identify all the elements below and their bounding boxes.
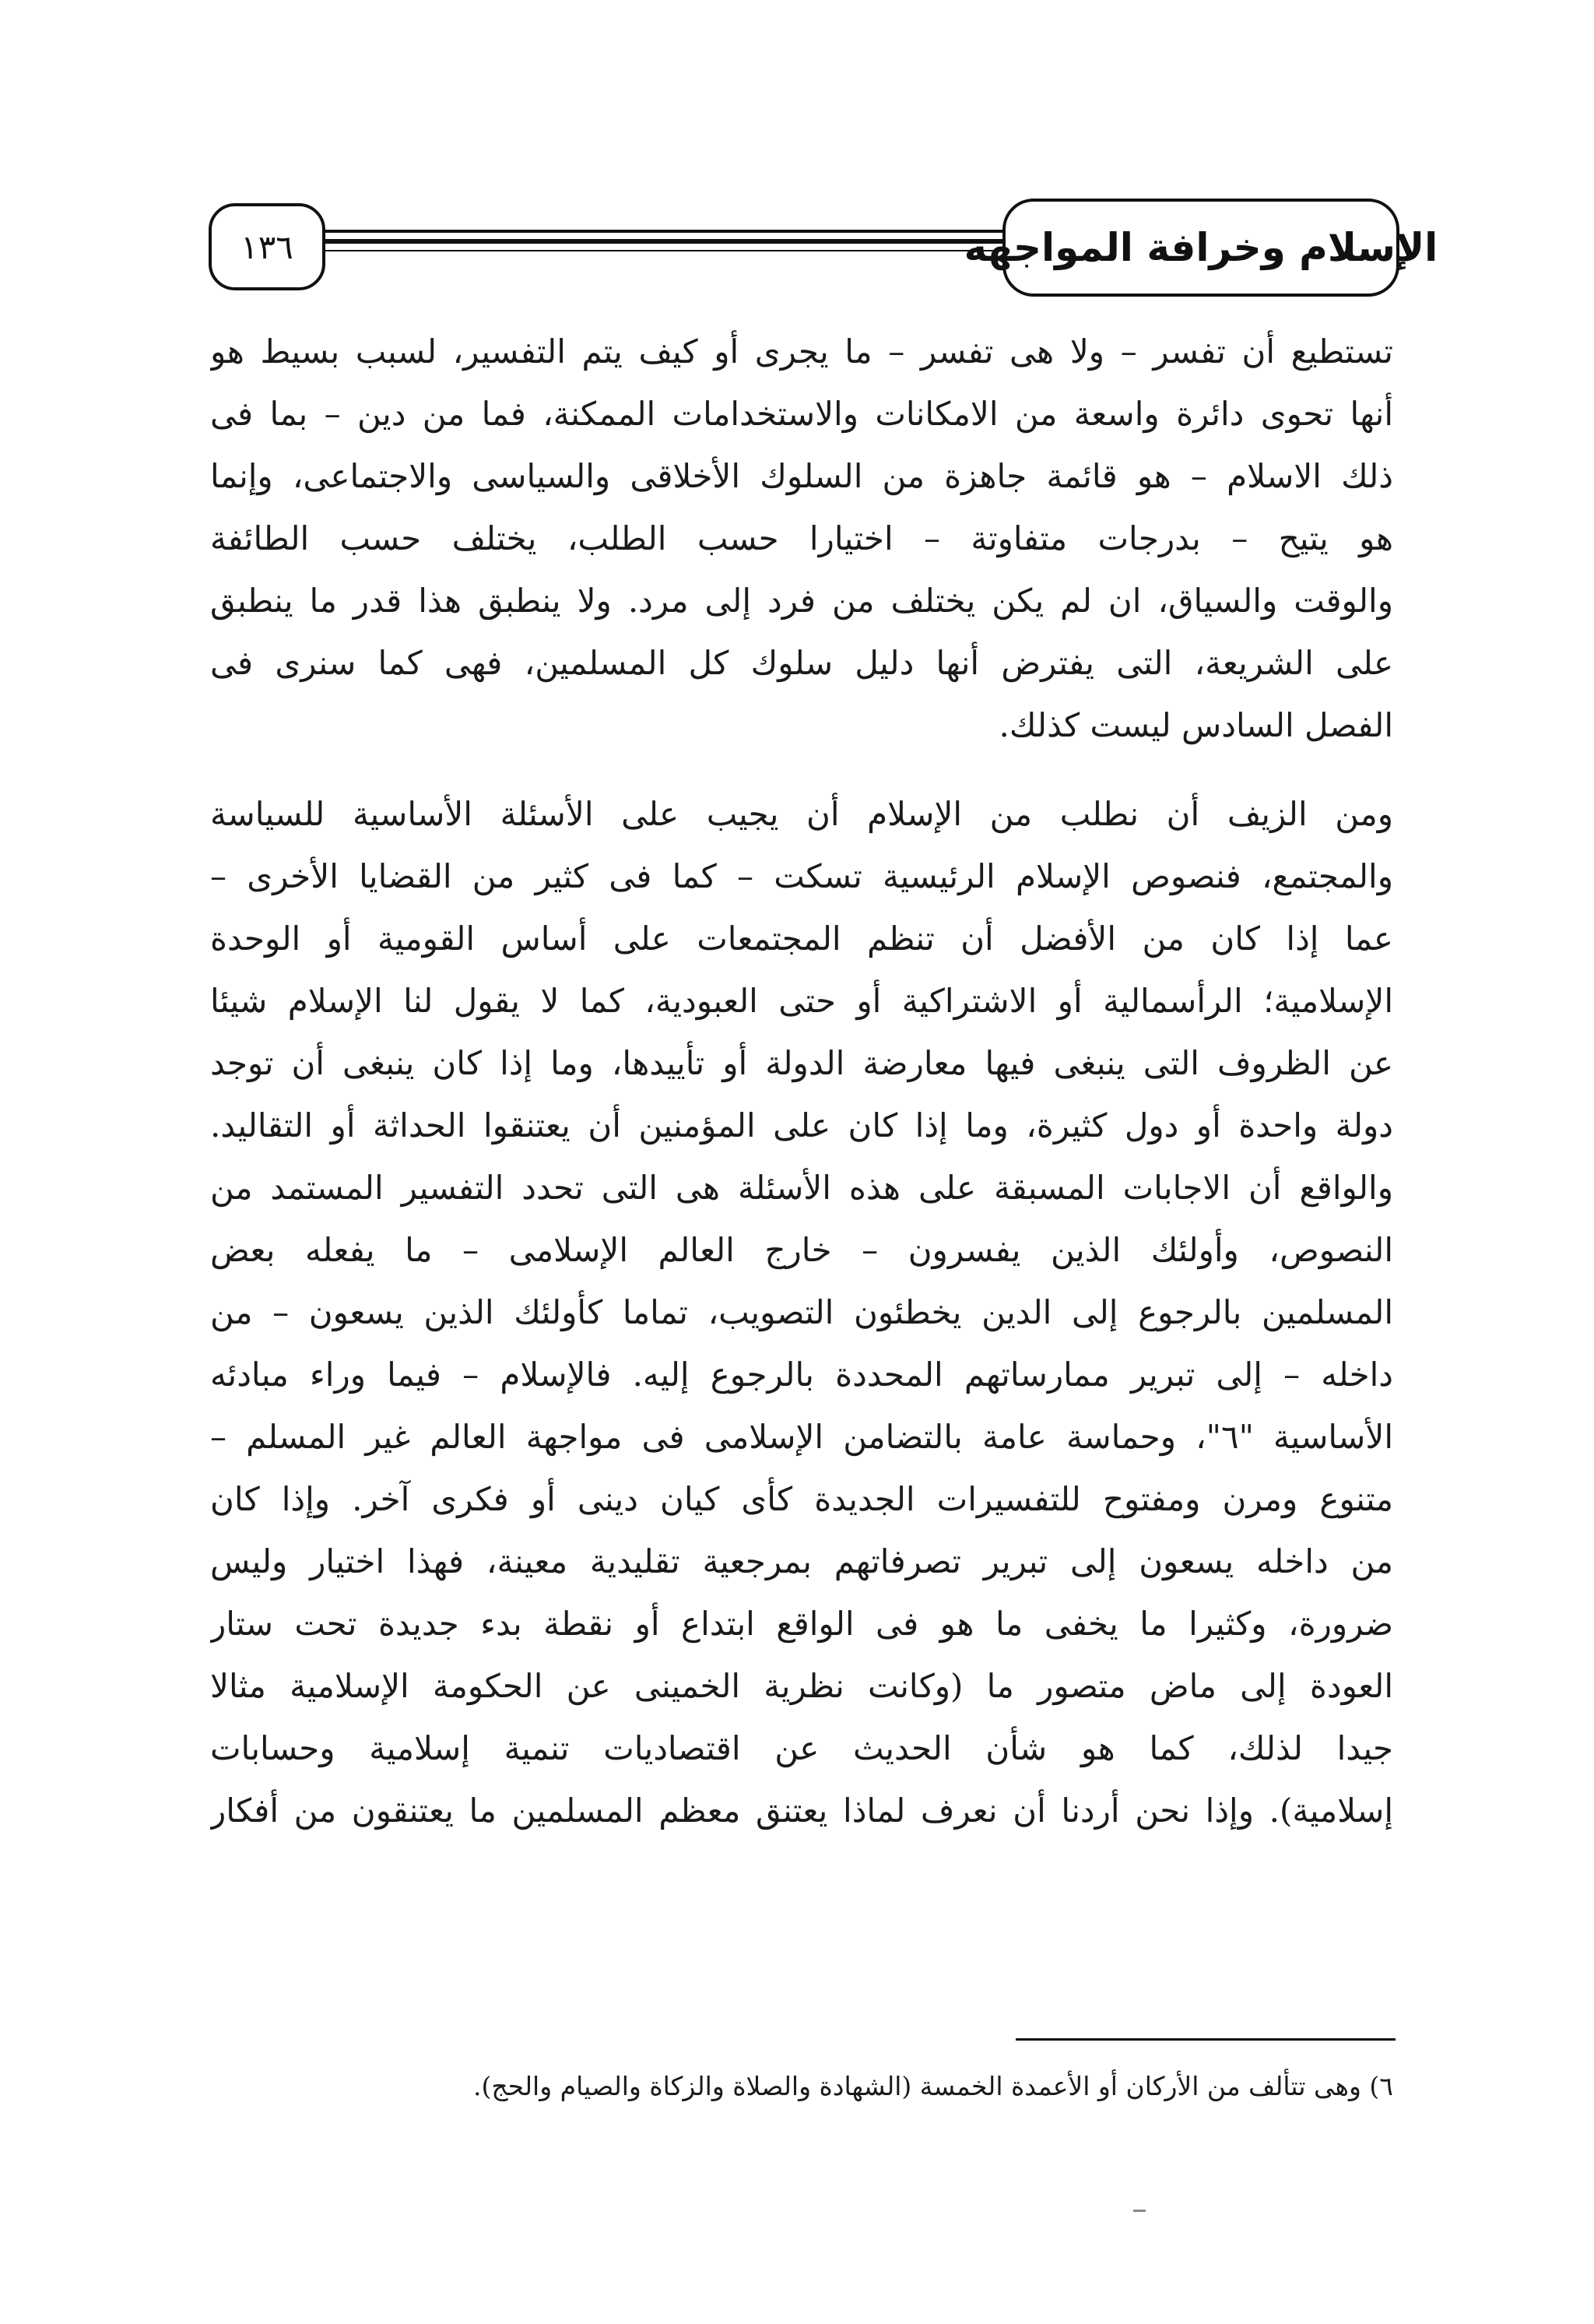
text-line: والوقت والسياق، ان لم يكن يختلف من فرد إلى مرد. ولا ينطبق هذا قدر ما ينطبق <box>210 582 1393 620</box>
text-line: دولة واحدة أو دول كثيرة، وما إذا كان على المؤمنين أن يعتنقوا الحداثة أو التقاليد. <box>210 1106 1393 1144</box>
text-line: النصوص، وأولئك الذين يفسرون – خارج العالم الإسلامى – ما يفعله بعض <box>210 1231 1393 1269</box>
book-title-box <box>964 199 1438 297</box>
text-line: على الشريعة، التى يفترض أنها دليل سلوك كل المسلمين، فهى كما سنرى فى <box>210 644 1393 682</box>
text-line: عن الظروف التى ينبغى فيها معارضة الدولة أو تأييدها، وما إذا كان ينبغى أن توجد <box>210 1044 1393 1082</box>
text-line: تستطيع أن تفسر – ولا هى تفسر – ما يجرى أو كيف يتم التفسير، لسبب بسيط هو <box>210 332 1393 371</box>
text-line: جيدا لذلك، كما هو شأن الحديث عن اقتصاديات تنمية إسلامية وحسابات <box>210 1729 1393 1767</box>
text-line: ضرورة، وكثيرا ما يخفى ما هو فى الواقع ابتداع أو نقطة بدء جديدة تحت ستار <box>210 1605 1393 1643</box>
text-line: والواقع أن الاجابات المسبقة على هذه الأسئلة هى التى تحدد التفسير المستمد من <box>210 1169 1393 1207</box>
header-rule <box>325 230 1002 233</box>
text-line: هو يتيح – بدرجات متفاوتة – اختيارا حسب الطلب، يختلف حسب الطائفة <box>210 519 1393 557</box>
header-rule <box>325 250 1002 251</box>
text-line: الإسلامية؛ الرأسمالية أو الاشتراكية أو حتى العبودية، كما لا يقول لنا الإسلام شيئا <box>210 982 1393 1020</box>
book-title: الإسلام وخرافة المواجهة <box>964 225 1438 270</box>
text-line: عما إذا كان من الأفضل أن تنظم المجتمعات على أساس القومية أو الوحدة <box>210 919 1393 958</box>
header-rule <box>325 239 1002 244</box>
text-line: داخله – إلى تبرير ممارساتهم المحددة بالرجوع إليه. فالإسلام – فيما وراء مبادئه <box>210 1355 1393 1394</box>
page-number: ١٣٦ <box>241 227 293 266</box>
running-header <box>209 199 1438 308</box>
scan-speck <box>1133 2210 1146 2212</box>
text-line: ومن الزيف أن نطلب من الإسلام أن يجيب على الأسئلة الأساسية للسياسة <box>210 795 1393 833</box>
text-line: الأساسية "٦"، وحماسة عامة بالتضامن الإسلامى فى مواجهة العالم غير المسلم – <box>210 1418 1393 1456</box>
body-text <box>210 321 1393 1842</box>
page-number-box <box>209 203 325 290</box>
paragraph-2 <box>210 783 1393 1842</box>
text-line: الفصل السادس ليست كذلك. <box>999 706 1393 744</box>
footnote-divider <box>1016 2038 1396 2041</box>
paragraph-1 <box>210 321 1393 757</box>
text-line: ذلك الاسلام – هو قائمة جاهزة من السلوك الأخلاقى والسياسى والاجتماعى، وإنما <box>210 457 1393 495</box>
text-line: إسلامية). وإذا نحن أردنا أن نعرف لماذا يعتنق معظم المسلمين ما يعتنقون من أفكار <box>210 1791 1393 1830</box>
text-line: أنها تحوى دائرة واسعة من الامكانات والاستخدامات الممكنة، فما من دين – بما فى <box>210 395 1393 433</box>
footnote: ٦) وهى تتألف من الأركان أو الأعمدة الخمسة (الشهادة والصلاة والزكاة والصيام والحج). <box>473 2071 1393 2101</box>
text-line: من داخله يسعون إلى تبرير تصرفاتهم بمرجعية تقليدية معينة، فهذا اختيار وليس <box>210 1542 1393 1580</box>
text-line: المسلمين بالرجوع إلى الدين يخطئون التصويب، تماما كأولئك الذين يسعون – من <box>210 1293 1393 1331</box>
text-line: والمجتمع، فنصوص الإسلام الرئيسية تسكت – كما فى كثير من القضايا الأخرى – <box>210 857 1393 895</box>
text-line: العودة إلى ماض متصور ما (وكانت نظرية الخمينى عن الحكومة الإسلامية مثالا <box>210 1667 1393 1705</box>
text-line: متنوع ومرن ومفتوح للتفسيرات الجديدة كأى كيان دينى أو فكرى آخر. وإذا كان <box>210 1480 1393 1518</box>
